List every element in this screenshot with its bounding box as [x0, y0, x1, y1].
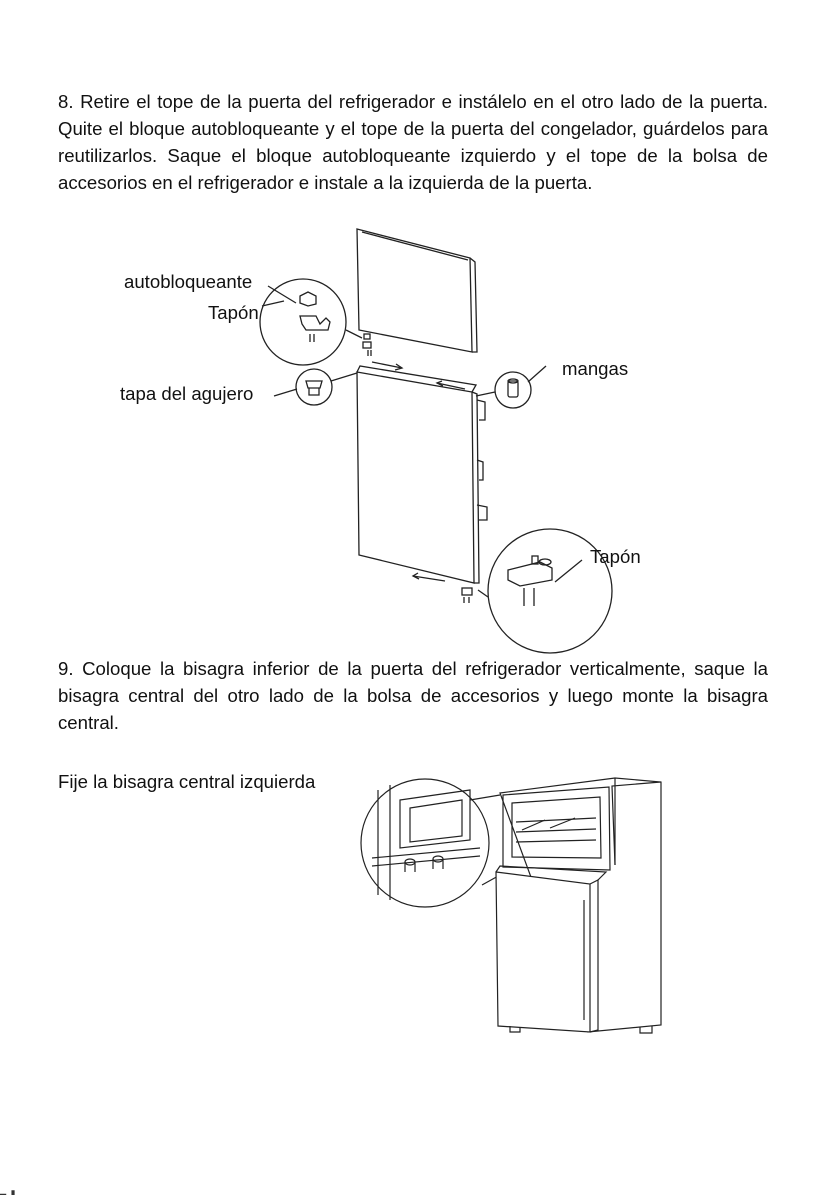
label-tapon-top: Tapón: [208, 302, 259, 323]
label-tapa-del-agujero: tapa del agujero: [120, 383, 254, 404]
label-mangas: mangas: [562, 358, 629, 379]
step-9-instructions: 9. Coloque la bisagra inferior de la puerta del refrigerador verticalmente, saque la bisagra central del otro lado de la bolsa de accesorios y luego monte la bisagra central.: [58, 658, 768, 733]
page-edge-mark: ▁ ▗: [0, 1186, 15, 1195]
figure-2-caption: Fije la bisagra central izquierda: [58, 771, 316, 792]
label-tapon-bottom: Tapón: [590, 546, 641, 567]
label-autobloqueante: autobloqueante: [124, 271, 253, 292]
step-8-instructions: 8. Retire el tope de la puerta del refrigerador e instálelo en el otro lado de la puerta. Quite el bloque autobloqueante y el tope de la puerta del congelador, guárdelos para reutilizarlos. Saque el bloque autobloqueante izquierdo y el tope de la bolsa de accesorios en el refrigerador e instale a la izquierda de la puerta.: [58, 91, 768, 193]
